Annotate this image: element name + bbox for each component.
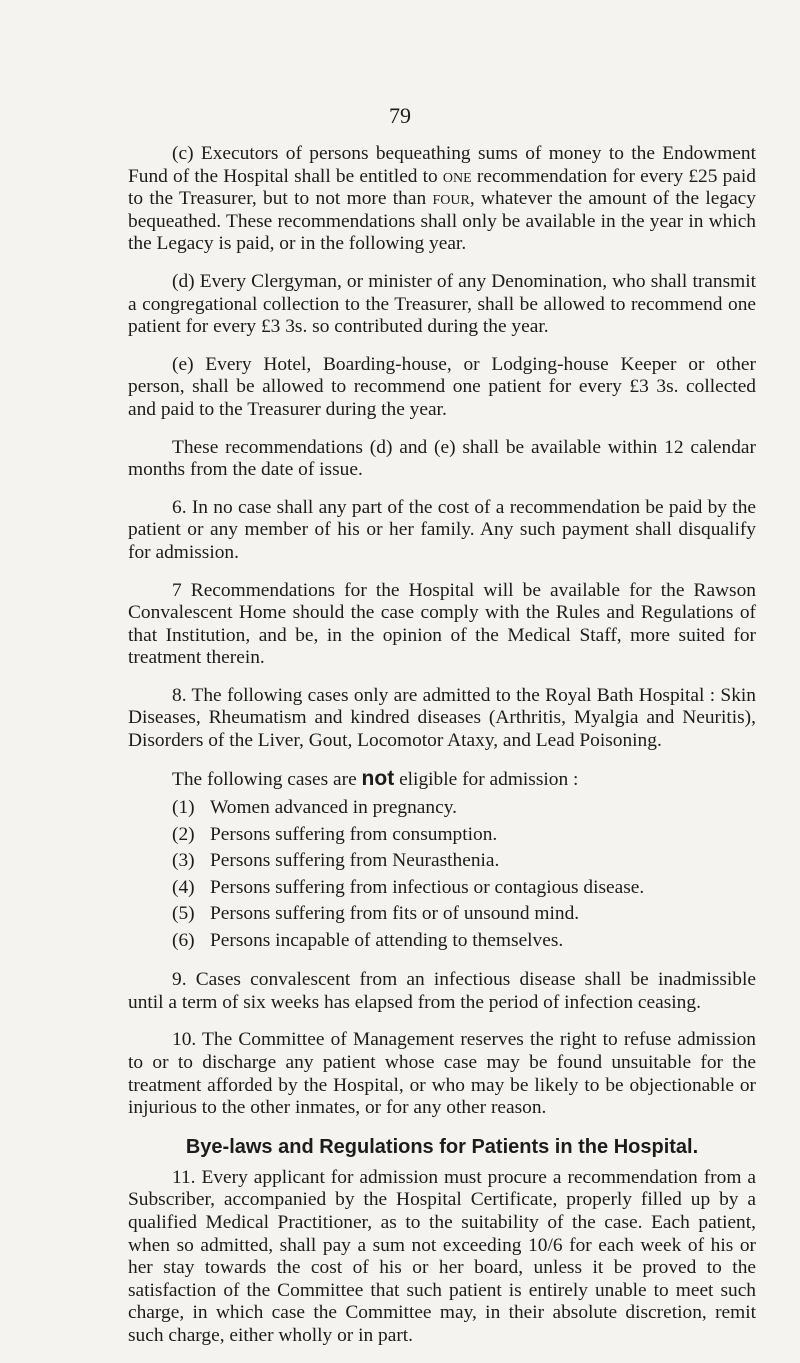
- list-item: [128, 875, 756, 902]
- paragraph-8: 8. The following cases only are admitted to the Royal Bath Hospital : Skin Diseases, Rheumatism and kindred diseases (Arthritis, Myalgia and Neuritis), Disorders of the Liver, Gout, Locomotor Ataxy, and Lead Poisoning.: [128, 684, 756, 752]
- list-item: [128, 848, 756, 875]
- list-item: [128, 795, 756, 822]
- paragraph-e: (e) Every Hotel, Boarding-house, or Lodging-house Keeper or other person, shall be allowed to recommend one patient for every £3 3s. collected and paid to the Treasurer during the year.: [128, 353, 756, 420]
- list-item: [128, 928, 756, 955]
- paragraph-c-lead: (c) Executors of persons bequeathing sums of money to the Endowment Fund of the Hospital shall be entitled to: [128, 143, 756, 187]
- paragraph-c-tail: whatever the amount of the legacy bequeathed. These recommendations shall only be available in the year in which the Legacy is paid, or in the following year.: [128, 188, 756, 255]
- paragraph-9: 9. Cases convalescent from an infectious disease shall be inadmissible until a term of six weeks has elapsed from the period of infection ceasing.: [128, 969, 756, 1013]
- paragraph-de-note: These recommendations (d) and (e) shall be available within 12 calendar months from the date of issue.: [128, 436, 756, 481]
- list-item-text: Persons incapable of attending to themselves.: [210, 929, 564, 951]
- list-item-number: (3): [172, 850, 195, 872]
- paragraph-c: [128, 143, 756, 256]
- list-item-text: Persons suffering from infectious or contagious disease.: [210, 876, 645, 898]
- body-text: [128, 143, 756, 1363]
- paragraph-6: 6. In no case shall any part of the cost of a recommendation be paid by the patient or any member of his or her family. Any such payment shall disqualify for admission.: [128, 496, 756, 563]
- list-item-number: (1): [172, 797, 195, 819]
- not-eligible-intro: [128, 768, 756, 792]
- list-item-text: Persons suffering from fits or of unsound mind.: [210, 903, 580, 925]
- list-item-text: Persons suffering from Neurasthenia.: [210, 850, 500, 872]
- not-eligible-before: The following cases are: [172, 768, 357, 790]
- list-item-number: (2): [172, 823, 195, 845]
- paragraph-10: 10. The Committee of Management reserves the right to refuse admission to or to discharge any patient whose case may be found unsuitable for the treatment afforded by the Hospital, or who may be likely to be objectionable or injurious to the other inmates, or for any other reason.: [128, 1029, 756, 1119]
- paragraph-c-mid: recommendation for every £25 paid to the Treasurer, but to not more than: [128, 165, 756, 210]
- not-eligible-after: eligible for admission :: [399, 768, 579, 790]
- not-eligible-emphasis: not: [361, 766, 395, 790]
- list-item: [128, 901, 756, 928]
- paragraph-c-one: one: [442, 165, 472, 187]
- page-number: 79: [389, 103, 411, 128]
- list-item: [128, 822, 756, 849]
- ineligible-list: [128, 795, 756, 954]
- list-item-text: Women advanced in pregnancy.: [210, 797, 458, 819]
- list-item-number: (4): [172, 876, 195, 898]
- paragraph-11: 11. Every applicant for admission must procure a recommendation from a Subscriber, accompanied by the Hospital Certificate, properly filled up by a qualified Medical Practitioner, as to the suitability of the case. Each patient, when so admitted, shall pay a sum not exceeding 10/6 for each week of his or her stay towards the cost of his or her board, unless it be proved to the satisfaction of the Committee that such patient is entirely unable to meet such charge, in which case the Committee may, in their absolute discretion, remit such charge, either wholly or in part.: [128, 1166, 756, 1346]
- list-item-number: (6): [172, 929, 195, 951]
- paragraph-c-four: four,: [432, 188, 475, 210]
- paragraph-d: (d) Every Clergyman, or minister of any Denomination, who shall transmit a congregational collection to the Treasurer, shall be allowed to recommend one patient for every £3 3s. so contributed during the year.: [128, 270, 756, 338]
- paragraph-7: 7 Recommendations for the Hospital will be available for the Rawson Convalescent Home should the case comply with the Rules and Regulations of that Institution, and be, in the opinion of the Medical Staff, more suited for treatment therein.: [128, 579, 756, 669]
- list-item-text: Persons suffering from consumption.: [210, 823, 498, 845]
- list-item-number: (5): [172, 903, 195, 925]
- section-heading: Bye-laws and Regulations for Patients in the Hospital.: [185, 1135, 699, 1158]
